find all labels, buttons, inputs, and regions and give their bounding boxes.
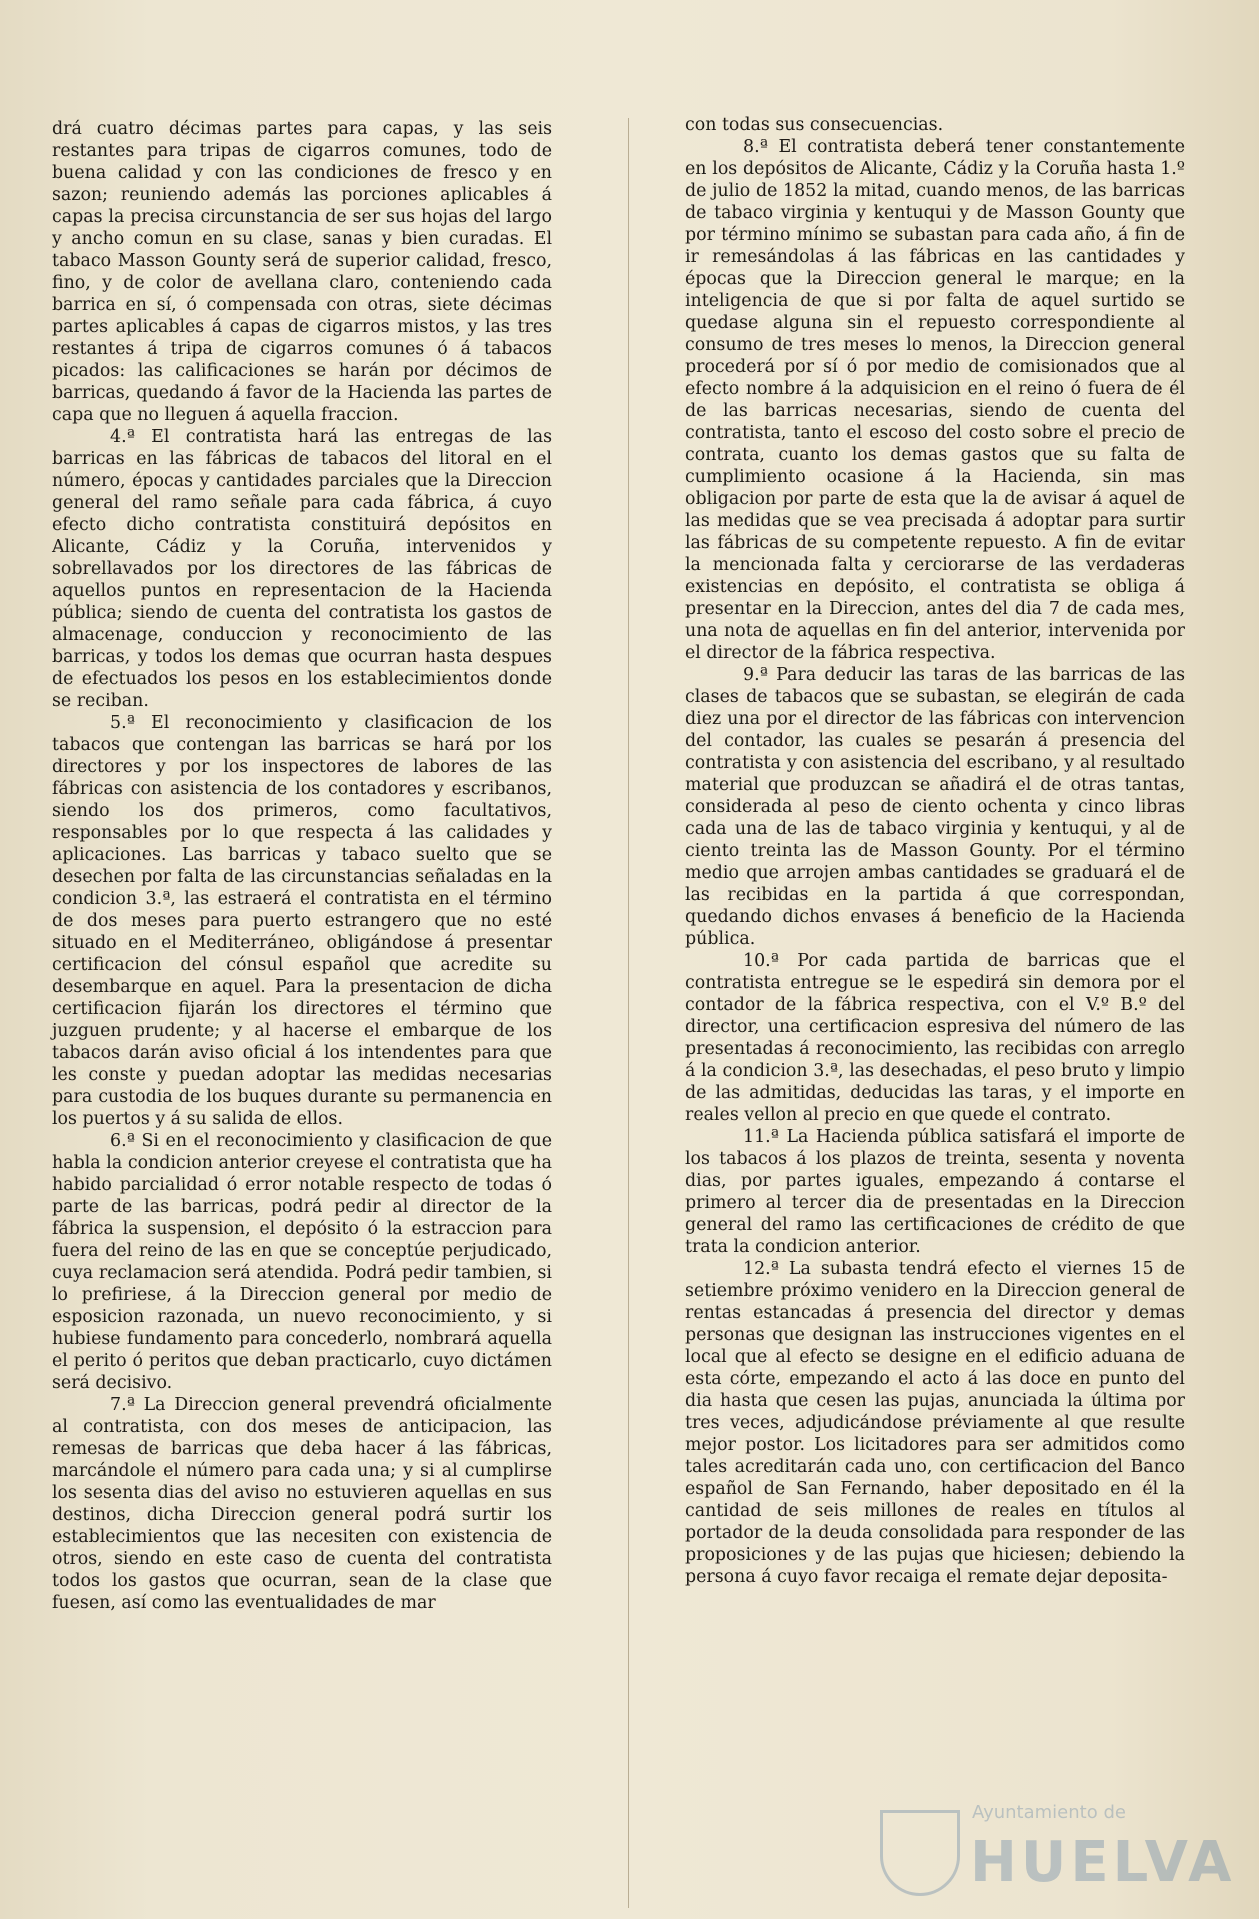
column-divider (628, 118, 629, 1908)
paragraph-continuation: con todas sus consecuencias. (685, 115, 944, 135)
watermark-line2: HUELVA (970, 1830, 1236, 1895)
clause-4: 4.ª El contratista hará las entregas de las barricas en las fábricas de tabacos del litoral en el número, épocas y cantidades parciales que la Direccion general del ramo señale para cada fábrica, á cuyo efecto dicho contratista constituirá depósitos en Alicante, Cádiz y la Coruña, intervenidos y sobrellavados por los directores de las fábricas de aquellos puntos en representacion de la Hacienda pública; siendo de cuenta del contratista los gastos de almacenage, conduccion y reconocimiento de las barricas, y todos los demas que ocurran hasta despues de efectuados los pesos en los establecimientos donde se reciban. (52, 427, 552, 711)
clause-6: 6.ª Si en el reconocimiento y clasificacion de que habla la condicion anterior creyese el contratista que ha habido parcialidad ó error notable respecto de todas ó parte de las barricas, podrá pedir al director de la fábrica la suspension, el depósito ó la estraccion para fuera del reino de las en que se conceptúe perjudicado, cuya reclamacion será atendida. Podrá pedir tambien, si lo prefiriese, á la Direccion general por medio de esposicion razonada, un nuevo reconocimiento, y si hubiese fundamento para concederlo, nombrará aquella el perito ó peritos que deban practicarlo, cuyo dictámen será decisivo. (52, 1131, 552, 1393)
clause-8: 8.ª El contratista deberá tener constantemente en los depósitos de Alicante, Cádiz y la Coruña hasta 1.º de julio de 1852 la mitad, cuando menos, de las barricas de tabaco virginia y kentuqui y de Masson Gounty que por término mínimo se subastan para cada año, á fin de ir remesándolas á las fábricas en las cantidades y épocas que la Direccion general le marque; en la inteligencia de que si por falta de aquel surtido se quedase alguna sin el repuesto correspondiente al consumo de tres meses lo menos, la Direccion general procederá por sí ó por medio de comisionados que al efecto nombre á la adquisicion en el reino ó fuera de él de las barricas necesarias, siendo de cuenta del contratista, tanto el escoso del costo sobre el precio de contrata, cuanto los demas gastos que su falta de cumplimiento ocasione á la Hacienda, sin mas obligacion por parte de esta que la de avisar á aquel de las medidas que se vea precisada á adoptar para surtir las fábricas de su competente repuesto. A fin de evitar la mencionada falta y cerciorarse de las verdaderas existencias en depósito, el contratista se obliga á presentar en la Direccion, antes del dia 7 de cada mes, una nota de aquellas en fin del anterior, intervenida por el director de la fábrica respectiva. (685, 137, 1185, 663)
archive-watermark (880, 1802, 1236, 1902)
paragraph-continuation: drá cuatro décimas partes para capas, y las seis restantes para tripas de cigarros comunes, todo de buena calidad y con las condiciones de fresco y en sazon; reuniendo además las porciones aplicables á capas la precisa circunstancia de ser sus hojas del largo y ancho comun en su clase, sanas y bien curadas. El tabaco Masson Gounty será de superior calidad, fresco, fino, y de color de avellana claro, conteniendo cada barrica en sí, ó compensada con otras, siete décimas partes aplicables á capas de cigarros mistos, y las tres restantes á tripa de cigarros comunes ó á tabacos picados: las calificaciones se harán por décimos de barricas, quedando á favor de la Hacienda las partes de capa que no lleguen á aquella fraccion. (52, 119, 552, 425)
clause-7: 7.ª La Direccion general prevendrá oficialmente al contratista, con dos meses de anticipacion, las remesas de barricas que deba hacer á las fábricas, marcándole el número para cada una; y si al cumplirse los sesenta dias del aviso no estuvieren aquellas en sus destinos, dicha Direccion general podrá surtir los establecimientos que las necesiten con existencia de otros, siendo en este caso de cuenta del contratista todos los gastos que ocurran, sean de la clase que fuesen, así como las eventualidades de mar (52, 1395, 552, 1613)
coat-of-arms-icon (880, 1810, 960, 1896)
clause-12: 12.ª La subasta tendrá efecto el viernes 15 de setiembre próximo venidero en la Direccion general de rentas estancadas á presencia del director y demas personas que designan las instrucciones vigentes en el local que al efecto se designe en el edificio aduana de esta córte, empezando el acto á las doce en punto del dia hasta que cesen las pujas, anunciada la última por tres veces, adjudicándose préviamente al que resulte mejor postor. Los licitadores para ser admitidos como tales acreditarán cada uno, con certificacion del Banco español de San Fernando, haber depositado en él la cantidad de seis millones de reales en títulos al portador de la deuda consolidada para responder de las proposiciones y de las pujas que hiciesen; debiendo la persona á cuyo favor recaiga el remate dejar deposita- (685, 1259, 1185, 1587)
clause-10: 10.ª Por cada partida de barricas que el contratista entregue se le espedirá sin demora por el contador de la fábrica respectiva, con el V.º B.º del director, una certificacion espresiva del número de las presentadas á reconocimiento, las recibidas con arreglo á la condicion 3.ª, las desechadas, el peso bruto y limpio de las admitidas, deducidas las taras, y el importe en reales vellon al precio en que quede el contrato. (685, 951, 1185, 1125)
watermark-line1: Ayuntamiento de (972, 1802, 1126, 1823)
clause-9: 9.ª Para deducir las taras de las barricas de las clases de tabacos que se subastan, se elegirán de cada diez una por el director de las fábricas con intervencion del contador, las cuales se pesarán á presencia del contratista y con asistencia del escribano, y al resultado material que produzcan se añadirá el de otras tantas, considerada al peso de ciento ochenta y cinco libras cada una de las de tabaco virginia y kentuqui, y al de ciento treinta las de Masson Gounty. Por el término medio que arrojen ambas cantidades se graduará el de las recibidas en la partida á que correspondan, quedando dichos envases á beneficio de la Hacienda pública. (685, 665, 1185, 949)
right-column (685, 114, 1185, 1588)
clause-11: 11.ª La Hacienda pública satisfará el importe de los tabacos á los plazos de treinta, sesenta y noventa dias, por partes iguales, empezando á contarse el primero al tercer dia de presentadas en la Direccion general del ramo las certificaciones de crédito de que trata la condicion anterior. (685, 1127, 1185, 1257)
clause-5: 5.ª El reconocimiento y clasificacion de los tabacos que contengan las barricas se hará por los directores y por los inspectores de labores de las fábricas con asistencia de los contadores y escribanos, siendo los dos primeros, como facultativos, responsables por lo que respecta á las calidades y aplicaciones. Las barricas y tabaco suelto que se desechen por falta de las circunstancias señaladas en la condicion 3.ª, las estraerá el contratista en el término de dos meses para puerto estrangero que no esté situado en el Mediterráneo, obligándose á presentar certificacion del cónsul español que acredite su desembarque en aquel. Para la presentacion de dicha certificacion fijarán los directores el término que juzguen prudente; y al hacerse el embarque de los tabacos darán aviso oficial á los intendentes para que les conste y puedan adoptar las medidas necesarias para custodia de los buques durante su permanencia en los puertos y á su salida de ellos. (52, 713, 552, 1129)
left-column (52, 118, 552, 1614)
